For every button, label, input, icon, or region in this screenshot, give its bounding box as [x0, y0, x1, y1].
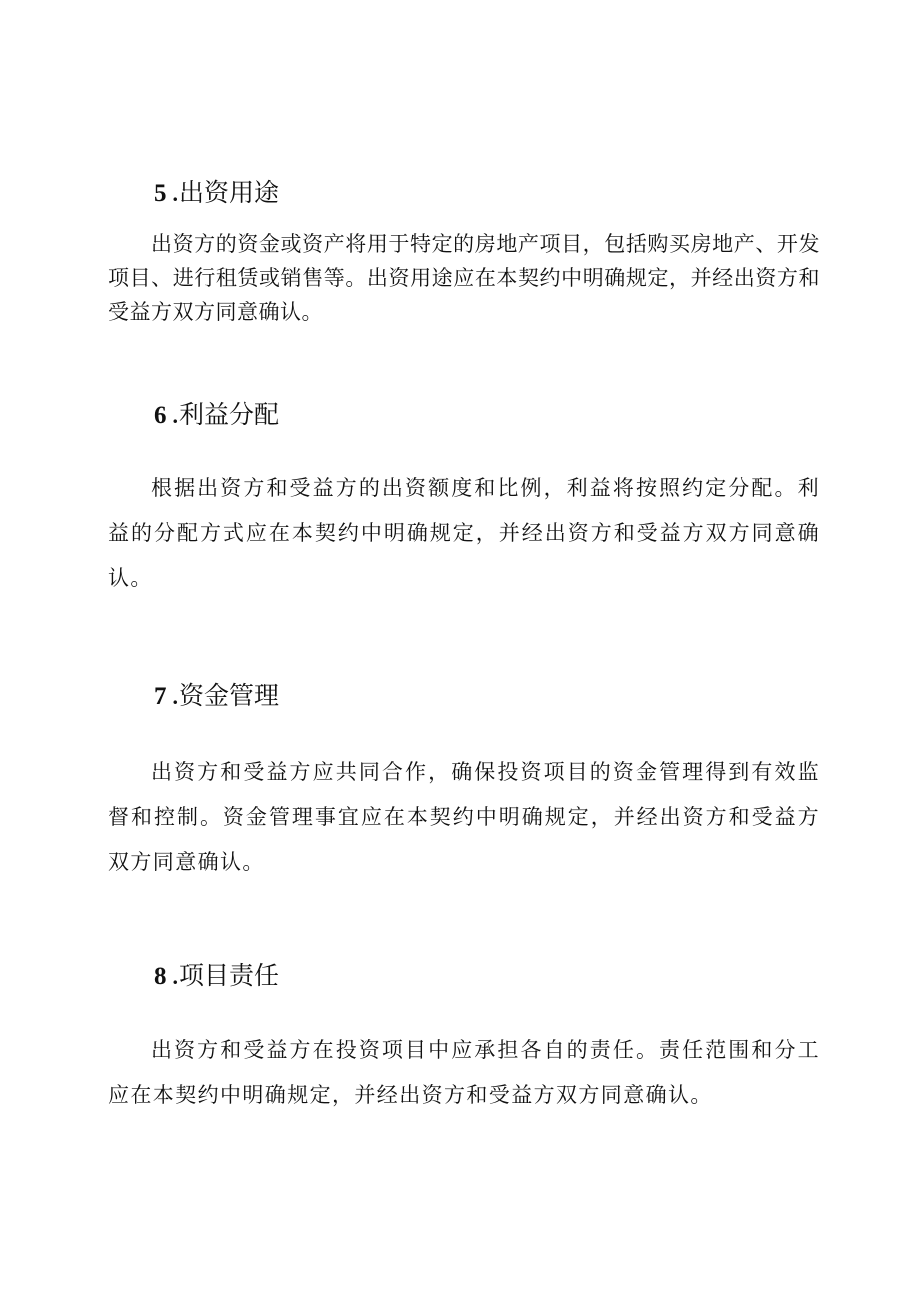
- section-number: 8: [154, 963, 167, 990]
- section-title: 资金管理: [179, 681, 280, 710]
- section-dot: .: [172, 181, 178, 206]
- section-paragraph: 出资方和受益方应共同合作，确保投资项目的资金管理得到有效监督和控制。资金管理事宜应在本契约中明确规定，并经出资方和受益方双方同意确认。: [108, 760, 820, 874]
- section-paragraph: 出资方和受益方在投资项目中应承担各自的责任。责任范围和分工应在本契约中明确规定，并经出资方和受益方双方同意确认。: [108, 1038, 820, 1107]
- section-dot: .: [172, 964, 178, 989]
- section-paragraph: 出资方的资金或资产将用于特定的房地产项目，包括购买房地产、开发项目、进行租赁或销售等。出资用途应在本契约中明确规定，并经出资方和受益方双方同意确认。: [108, 232, 820, 324]
- section-dot: .: [172, 403, 178, 428]
- section-number: 5: [154, 180, 167, 207]
- section-title: 利益分配: [179, 400, 280, 429]
- section-dot: .: [172, 684, 178, 709]
- section-heading: [154, 173, 279, 213]
- section-heading: [154, 395, 279, 435]
- section-title: 项目责任: [179, 961, 280, 990]
- section-number: 7: [154, 683, 167, 710]
- section-paragraph: 根据出资方和受益方的出资额度和比例，利益将按照约定分配。利益的分配方式应在本契约中明确规定，并经出资方和受益方双方同意确认。: [108, 476, 820, 590]
- section-heading: [154, 956, 279, 996]
- section-heading: [154, 676, 279, 716]
- section-title: 出资用途: [179, 178, 280, 207]
- section-number: 6: [154, 402, 167, 429]
